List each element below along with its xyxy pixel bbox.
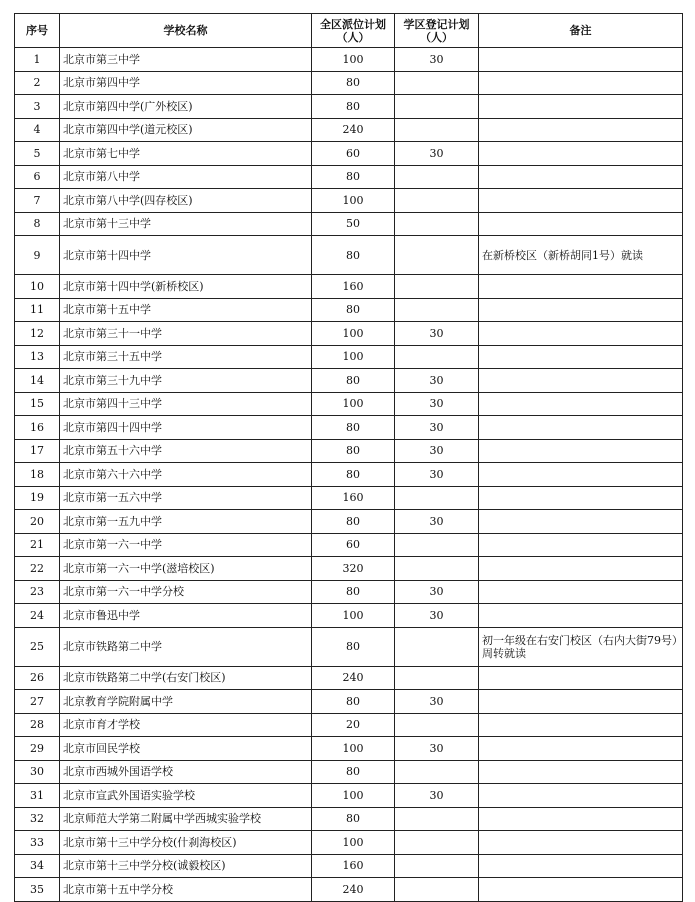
cell-school-name: 北京市第七中学 [60,142,312,166]
cell-school-zone-registration-plan [395,189,479,213]
cell-district-allocation-plan: 240 [312,878,395,902]
cell-serial-number: 2 [15,71,60,95]
table-row [15,463,683,487]
table-row [15,212,683,236]
cell-school-zone-registration-plan [395,760,479,784]
cell-remarks [479,275,683,299]
cell-serial-number: 4 [15,118,60,142]
cell-serial-number: 32 [15,807,60,831]
cell-serial-number: 13 [15,345,60,369]
header-row [15,14,683,48]
table-row [15,760,683,784]
table-row [15,165,683,189]
cell-school-name: 北京市第十三中学分校(什刹海校区) [60,831,312,855]
cell-school-zone-registration-plan [395,854,479,878]
cell-remarks [479,533,683,557]
table-row [15,416,683,440]
table-row [15,666,683,690]
table-row [15,831,683,855]
cell-serial-number: 12 [15,322,60,346]
cell-school-name: 北京市第十三中学分校(诚毅校区) [60,854,312,878]
cell-school-zone-registration-plan: 30 [395,369,479,393]
cell-school-name: 北京市第三中学 [60,48,312,72]
cell-remarks [479,48,683,72]
cell-school-name: 北京市第八中学(四存校区) [60,189,312,213]
cell-school-name: 北京教育学院附属中学 [60,690,312,714]
cell-serial-number: 18 [15,463,60,487]
cell-school-zone-registration-plan: 30 [395,439,479,463]
cell-school-name: 北京市第一五六中学 [60,486,312,510]
cell-school-zone-registration-plan [395,713,479,737]
table-row [15,95,683,119]
cell-school-zone-registration-plan [395,557,479,581]
cell-district-allocation-plan: 80 [312,439,395,463]
cell-district-allocation-plan: 80 [312,236,395,275]
table-body [15,48,683,902]
table-row [15,345,683,369]
cell-remarks [479,416,683,440]
header-district-allocation-plan-line1: 全区派位计划 [320,17,386,31]
header-school-zone-registration-plan-line1: 学区登记计划 [403,17,470,31]
table-row [15,298,683,322]
cell-serial-number: 16 [15,416,60,440]
cell-remarks [479,212,683,236]
cell-district-allocation-plan: 80 [312,298,395,322]
cell-district-allocation-plan: 100 [312,345,395,369]
cell-remarks [479,189,683,213]
cell-district-allocation-plan: 80 [312,627,395,666]
school-plan-table [14,13,683,902]
cell-district-allocation-plan: 160 [312,275,395,299]
table-row [15,713,683,737]
cell-school-zone-registration-plan [395,275,479,299]
table-row [15,807,683,831]
cell-school-zone-registration-plan: 30 [395,510,479,534]
cell-serial-number: 3 [15,95,60,119]
cell-serial-number: 11 [15,298,60,322]
cell-remarks [479,322,683,346]
cell-serial-number: 28 [15,713,60,737]
header-school-zone-registration-plan [395,14,479,48]
cell-school-zone-registration-plan: 30 [395,322,479,346]
cell-district-allocation-plan: 100 [312,831,395,855]
table-row [15,557,683,581]
header-school-zone-registration-plan-line2: （人） [420,30,453,44]
cell-school-zone-registration-plan [395,486,479,510]
cell-district-allocation-plan: 60 [312,533,395,557]
cell-school-name: 北京市第三十一中学 [60,322,312,346]
cell-serial-number: 17 [15,439,60,463]
cell-school-zone-registration-plan: 30 [395,463,479,487]
table-row [15,369,683,393]
cell-school-name: 北京市第一五九中学 [60,510,312,534]
cell-serial-number: 25 [15,627,60,666]
cell-school-zone-registration-plan: 30 [395,416,479,440]
cell-school-name: 北京市第一六一中学分校 [60,580,312,604]
cell-remarks [479,118,683,142]
cell-remarks [479,713,683,737]
cell-school-zone-registration-plan [395,236,479,275]
cell-school-name: 北京市第十四中学(新桥校区) [60,275,312,299]
cell-district-allocation-plan: 80 [312,71,395,95]
cell-district-allocation-plan: 80 [312,165,395,189]
cell-remarks [479,95,683,119]
cell-school-zone-registration-plan: 30 [395,48,479,72]
cell-serial-number: 5 [15,142,60,166]
cell-school-zone-registration-plan [395,298,479,322]
cell-school-name: 北京市第五十六中学 [60,439,312,463]
cell-school-name: 北京市第四十四中学 [60,416,312,440]
cell-serial-number: 27 [15,690,60,714]
cell-school-name: 北京市第一六一中学(滋培校区) [60,557,312,581]
cell-school-name: 北京市第四中学(道元校区) [60,118,312,142]
cell-school-name: 北京市西城外国语学校 [60,760,312,784]
cell-remarks [479,392,683,416]
cell-district-allocation-plan: 100 [312,784,395,808]
table-row [15,439,683,463]
cell-district-allocation-plan: 80 [312,510,395,534]
cell-school-zone-registration-plan [395,345,479,369]
cell-school-zone-registration-plan: 30 [395,737,479,761]
cell-school-name: 北京市第十三中学 [60,212,312,236]
cell-school-zone-registration-plan [395,165,479,189]
cell-school-zone-registration-plan [395,807,479,831]
cell-remarks [479,510,683,534]
school-plan-sheet [14,13,683,902]
cell-school-name: 北京市铁路第二中学 [60,627,312,666]
table-row [15,878,683,902]
table-row [15,275,683,299]
cell-school-name: 北京市第六十六中学 [60,463,312,487]
table-row [15,142,683,166]
table-row [15,392,683,416]
cell-school-zone-registration-plan [395,533,479,557]
table-row [15,604,683,628]
cell-school-zone-registration-plan: 30 [395,580,479,604]
cell-remarks: 初一年级在右安门校区（右内大街79号）周转就读 [479,627,683,666]
cell-district-allocation-plan: 100 [312,48,395,72]
cell-remarks [479,690,683,714]
cell-district-allocation-plan: 80 [312,95,395,119]
cell-school-zone-registration-plan: 30 [395,690,479,714]
cell-serial-number: 20 [15,510,60,534]
cell-school-zone-registration-plan: 30 [395,142,479,166]
cell-remarks [479,463,683,487]
cell-school-name: 北京市第十四中学 [60,236,312,275]
cell-district-allocation-plan: 100 [312,189,395,213]
cell-school-zone-registration-plan [395,95,479,119]
table-row [15,737,683,761]
header-district-allocation-plan-line2: （人） [336,30,370,44]
cell-district-allocation-plan: 100 [312,322,395,346]
cell-remarks: 在新桥校区（新桥胡同1号）就读 [479,236,683,275]
cell-serial-number: 29 [15,737,60,761]
cell-remarks [479,165,683,189]
cell-district-allocation-plan: 80 [312,416,395,440]
cell-district-allocation-plan: 100 [312,737,395,761]
cell-school-name: 北京市第八中学 [60,165,312,189]
cell-serial-number: 31 [15,784,60,808]
cell-school-name: 北京师范大学第二附属中学西城实验学校 [60,807,312,831]
cell-school-name: 北京市铁路第二中学(右安门校区) [60,666,312,690]
cell-school-zone-registration-plan [395,118,479,142]
cell-serial-number: 14 [15,369,60,393]
cell-remarks [479,604,683,628]
cell-school-zone-registration-plan [395,627,479,666]
cell-district-allocation-plan: 320 [312,557,395,581]
table-row [15,322,683,346]
cell-remarks [479,298,683,322]
table-row [15,71,683,95]
cell-remarks [479,142,683,166]
cell-serial-number: 30 [15,760,60,784]
cell-district-allocation-plan: 100 [312,392,395,416]
cell-remarks [479,831,683,855]
table-row [15,580,683,604]
table-row [15,236,683,275]
cell-remarks [479,854,683,878]
cell-district-allocation-plan: 100 [312,604,395,628]
table-row [15,118,683,142]
cell-serial-number: 33 [15,831,60,855]
cell-school-name: 北京市第三十九中学 [60,369,312,393]
table-row [15,189,683,213]
cell-district-allocation-plan: 80 [312,580,395,604]
cell-remarks [479,807,683,831]
cell-remarks [479,439,683,463]
cell-serial-number: 24 [15,604,60,628]
table-row [15,510,683,534]
cell-remarks [479,784,683,808]
cell-remarks [479,737,683,761]
table-row [15,533,683,557]
cell-district-allocation-plan: 60 [312,142,395,166]
cell-serial-number: 23 [15,580,60,604]
cell-district-allocation-plan: 80 [312,760,395,784]
header-school-name: 学校名称 [60,14,312,48]
cell-school-zone-registration-plan [395,878,479,902]
cell-school-name: 北京市第四中学 [60,71,312,95]
cell-remarks [479,760,683,784]
cell-serial-number: 35 [15,878,60,902]
cell-remarks [479,557,683,581]
cell-district-allocation-plan: 160 [312,854,395,878]
cell-school-name: 北京市第一六一中学 [60,533,312,557]
cell-school-zone-registration-plan: 30 [395,784,479,808]
cell-remarks [479,369,683,393]
cell-remarks [479,878,683,902]
cell-remarks [479,71,683,95]
cell-school-zone-registration-plan [395,212,479,236]
cell-district-allocation-plan: 80 [312,463,395,487]
cell-serial-number: 8 [15,212,60,236]
cell-serial-number: 19 [15,486,60,510]
cell-district-allocation-plan: 80 [312,369,395,393]
cell-school-zone-registration-plan: 30 [395,604,479,628]
table-row [15,784,683,808]
cell-serial-number: 1 [15,48,60,72]
cell-remarks [479,666,683,690]
cell-school-zone-registration-plan: 30 [395,392,479,416]
cell-remarks [479,580,683,604]
cell-district-allocation-plan: 240 [312,118,395,142]
cell-serial-number: 15 [15,392,60,416]
cell-district-allocation-plan: 80 [312,690,395,714]
cell-serial-number: 10 [15,275,60,299]
cell-serial-number: 26 [15,666,60,690]
cell-school-zone-registration-plan [395,71,479,95]
cell-school-name: 北京市鲁迅中学 [60,604,312,628]
table-row [15,48,683,72]
header-district-allocation-plan [312,14,395,48]
cell-serial-number: 6 [15,165,60,189]
table-row [15,854,683,878]
cell-serial-number: 22 [15,557,60,581]
cell-district-allocation-plan: 50 [312,212,395,236]
cell-district-allocation-plan: 80 [312,807,395,831]
cell-school-zone-registration-plan [395,666,479,690]
cell-district-allocation-plan: 240 [312,666,395,690]
cell-serial-number: 7 [15,189,60,213]
cell-serial-number: 34 [15,854,60,878]
header-serial-number: 序号 [15,14,60,48]
cell-school-name: 北京市第十五中学 [60,298,312,322]
cell-school-name: 北京市第三十五中学 [60,345,312,369]
table-row [15,486,683,510]
cell-school-zone-registration-plan [395,831,479,855]
cell-school-name: 北京市第十五中学分校 [60,878,312,902]
cell-school-name: 北京市第四中学(广外校区) [60,95,312,119]
cell-school-name: 北京市育才学校 [60,713,312,737]
cell-remarks [479,486,683,510]
header-remarks: 备注 [479,14,683,48]
cell-district-allocation-plan: 20 [312,713,395,737]
cell-school-name: 北京市第四十三中学 [60,392,312,416]
table-row [15,627,683,666]
table-header [15,14,683,48]
cell-serial-number: 21 [15,533,60,557]
table-row [15,690,683,714]
cell-school-name: 北京市宣武外国语实验学校 [60,784,312,808]
cell-district-allocation-plan: 160 [312,486,395,510]
cell-serial-number: 9 [15,236,60,275]
cell-remarks [479,345,683,369]
cell-school-name: 北京市回民学校 [60,737,312,761]
